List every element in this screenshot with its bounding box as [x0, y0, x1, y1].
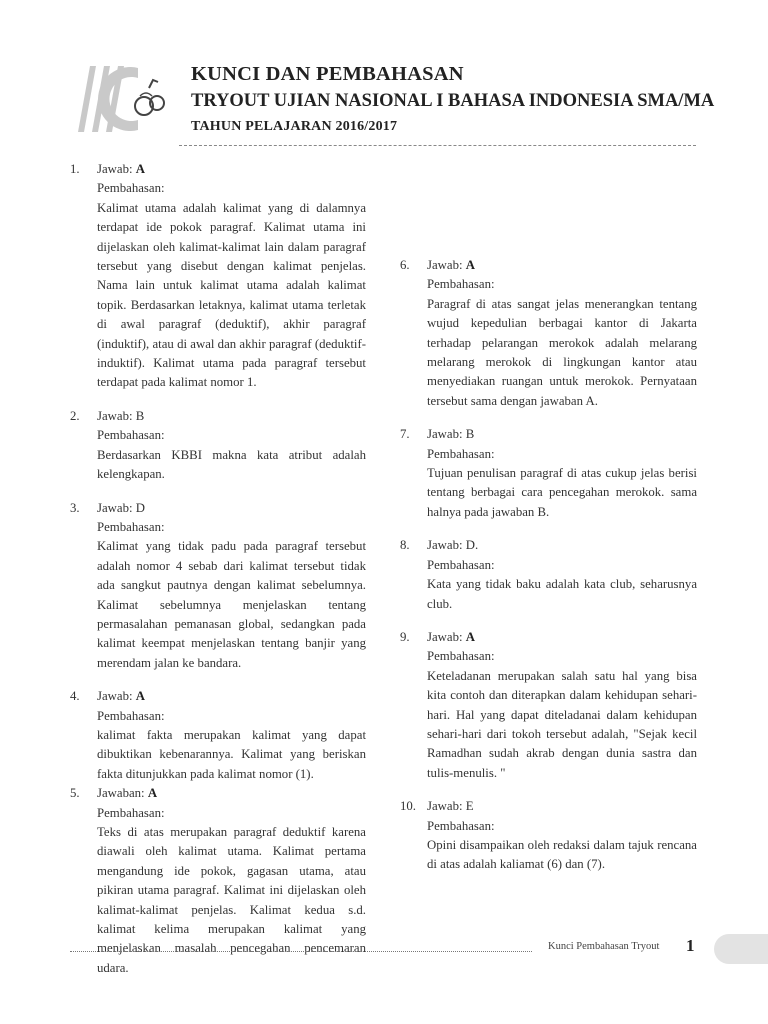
document-title: KUNCI DAN PEMBAHASAN	[191, 63, 464, 85]
answer-item-9	[400, 628, 697, 783]
answer-label: Jawab:	[97, 689, 136, 704]
explanation-text: Tujuan penulisan paragraf di atas cukup jelas berisi tentang berbagai cara pencegahan merokok. sama halnya pada jawaban B.	[427, 466, 697, 519]
explanation-label: Pembahasan:	[427, 818, 495, 833]
explanation-label: Pembahasan:	[427, 649, 495, 664]
item-number: 4.	[70, 689, 80, 704]
answer-label: Jawab:	[427, 258, 466, 272]
answer-key: E	[465, 799, 474, 814]
right-column	[400, 256, 697, 889]
answer-item-7	[400, 425, 697, 522]
explanation-label: Pembahasan:	[427, 446, 495, 461]
document-subtitle: TRYOUT UJIAN NASIONAL I BAHASA INDONESIA SMA/MA	[191, 91, 715, 111]
answer-item-10	[400, 797, 697, 875]
footer-divider	[70, 951, 532, 952]
explanation-text: Kata yang tidak baku adalah kata club, seharusnya club.	[427, 577, 697, 611]
answer-key: A	[147, 786, 158, 801]
item-number: 1.	[70, 162, 80, 176]
item-number: 3.	[70, 500, 80, 515]
explanation-text: Kalimat yang tidak padu pada paragraf tersebut adalah nomor 4 sebab dari kalimat tersebut tidak ada sangkut pautnya dengan kalimat sebelumnya. Kalimat sebelumnya menjelaskan tentang permasalahan pemanasan global, sedangkan pada kalimat keempat menjelaskan tentang banjir yang merendam jalan ke bandara.	[97, 539, 366, 670]
answer-key: D	[135, 500, 145, 515]
answer-item-2	[70, 407, 366, 485]
answer-key: B	[135, 408, 145, 423]
footer-label: Kunci Pembahasan Tryout	[548, 941, 660, 952]
explanation-label: Pembahasan:	[427, 277, 495, 292]
item-number: 2.	[70, 408, 80, 423]
left-column	[70, 160, 366, 992]
answer-item-1	[70, 160, 366, 393]
answer-label: Jawab:	[427, 799, 466, 814]
answer-key: A	[465, 258, 475, 272]
item-number: 7.	[400, 427, 410, 442]
answer-label: Jawab:	[427, 629, 466, 644]
explanation-label: Pembahasan:	[97, 805, 165, 820]
explanation-text: Berdasarkan KBBI makna kata atribut adalah kelengkapan.	[97, 447, 366, 482]
explanation-label: Pembahasan:	[97, 708, 165, 723]
explanation-text: kalimat fakta merupakan kalimat yang dapat dibuktikan kebenarannya. Kalimat yang beriskan fakta ditunjukkan pada kalimat nomor (1).	[97, 727, 366, 781]
answer-item-4	[70, 687, 366, 784]
item-number: 6.	[400, 258, 410, 272]
explanation-text: Kalimat utama adalah kalimat yang di dalamnya terdapat ide pokok paragraf. Kalimat utama ini dijelaskan oleh kalimat-kalimat lain dalam paragraf tersebut yang disebut dengan kalimat penjelas. Nama lain untuk kalimat utama adalah kalimat topik. Berdasarkan letaknya, kalimat utama terletak di awal paragraf (deduktif), akhir paragraf (induktif), atau di awal dan akhir paragraf (deduktif-induktif). Kalimat utama pada paragraf tersebut terdapat pada kalimat nomor 1.	[97, 200, 366, 390]
answer-label: Jawab:	[97, 162, 136, 176]
answer-key: A	[465, 629, 475, 644]
answer-label: Jawab:	[427, 538, 466, 553]
explanation-label: Pembahasan:	[97, 428, 165, 443]
explanation-text: Teks di atas merupakan paragraf deduktif karena diawali oleh kalimat utama. Kalimat pertama mengandung ide pokok, gagasan utama, atau pikiran utama paragraf. Kalimat ini dijelaskan oleh kalimat-kalimat penjelas. Kalimat kedua s.d. kalimat kelima merupakan kalimat yang menjelaskan masalah pencegahan pencemaran udara.	[97, 825, 366, 975]
page-tab	[714, 934, 768, 964]
header-divider	[179, 145, 696, 146]
answer-key: B	[465, 427, 475, 442]
answer-label: Jawab:	[427, 427, 466, 442]
publisher-logo	[74, 66, 180, 132]
answer-item-6	[400, 256, 697, 411]
answer-label: Jawab:	[97, 500, 136, 515]
answer-label: Jawaban:	[97, 786, 148, 801]
answer-key: A	[135, 162, 145, 176]
answer-item-8	[400, 536, 697, 614]
explanation-text: Keteladanan merupakan salah satu hal yang bisa kita contoh dan diterapkan dalam kehidupan sehari-hari. Hal yang dapat diteladanai dalam kehidupan sehari-hari dari tokoh tersebut adalah, "Sejak kecil Ramadhan sudah akrab dengan dunia sastra dan tulis-menulis. "	[427, 668, 697, 780]
explanation-text: Opini disampaikan oleh redaksi dalam tajuk rencana di atas adalah kaliamat (6) dan (7).	[427, 837, 697, 872]
item-number: 9.	[400, 629, 410, 644]
explanation-label: Pembahasan:	[97, 519, 165, 534]
item-number: 10.	[400, 799, 416, 814]
explanation-label: Pembahasan:	[97, 181, 165, 196]
answer-key: D.	[465, 538, 479, 553]
item-number: 8.	[400, 538, 410, 553]
page-number: 1	[686, 936, 695, 955]
explanation-text: Paragraf di atas sangat jelas menerangkan tentang wujud kepedulian berbagai kantor di Jakarta terhadap pelarangan merokok adalah melarang melarang merokok di lingkungan kantor atau menyediakan ruangan untuk merokok. Pernyataan tersebut sama dengan jawaban A.	[427, 296, 697, 408]
answer-item-3	[70, 499, 366, 674]
item-number: 5.	[70, 786, 80, 801]
explanation-label: Pembahasan:	[427, 557, 495, 572]
answer-item-5	[70, 784, 366, 978]
answer-label: Jawab:	[97, 408, 136, 423]
academic-year: TAHUN PELAJARAN 2016/2017	[191, 119, 398, 134]
answer-key: A	[135, 689, 145, 704]
